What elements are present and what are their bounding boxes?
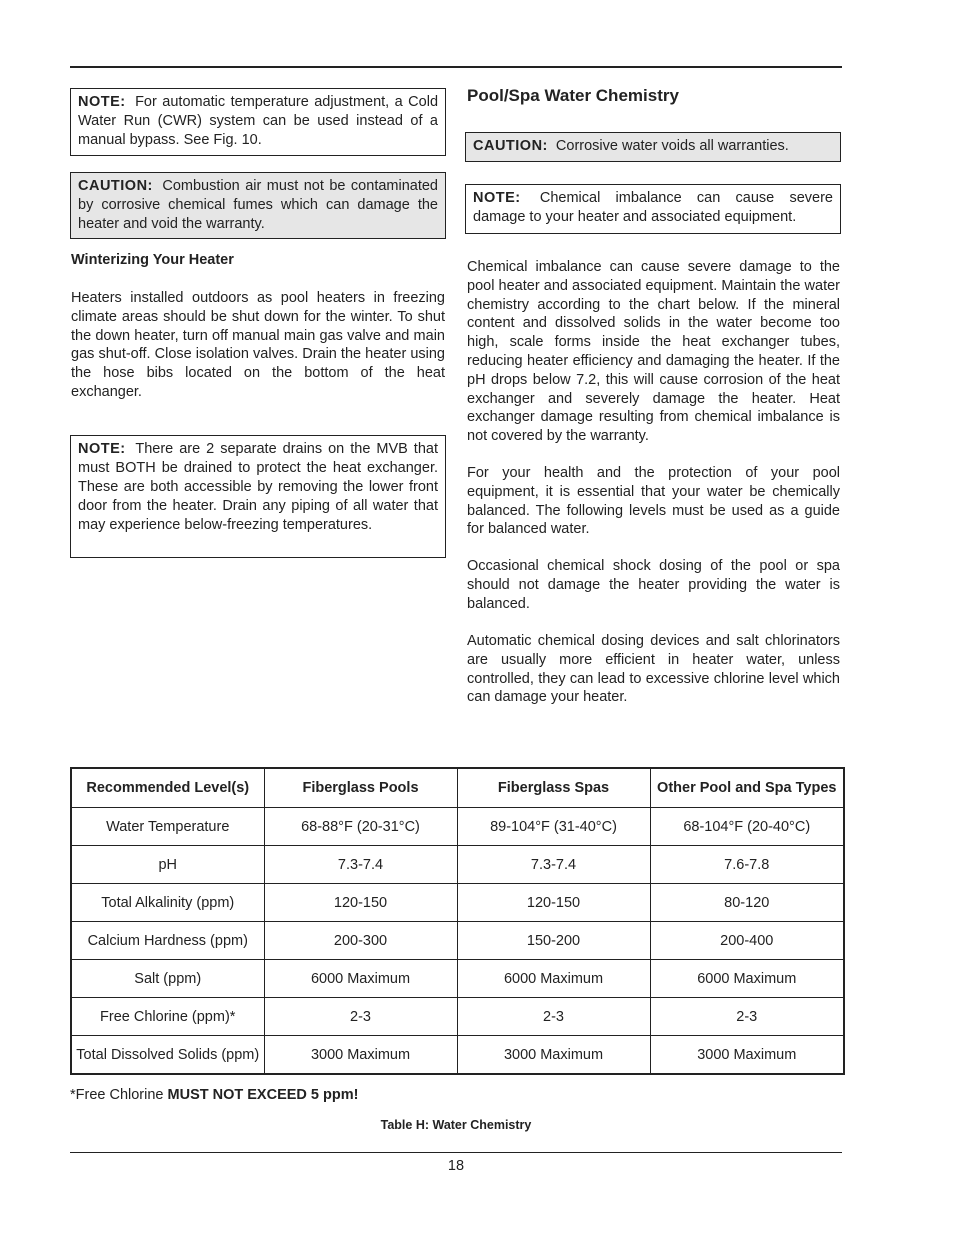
table-cell: pH xyxy=(71,846,264,884)
table-cell: 7.6-7.8 xyxy=(650,846,844,884)
table-cell: Free Chlorine (ppm)* xyxy=(71,998,264,1036)
table-header-cell: Fiberglass Spas xyxy=(457,768,650,808)
table-cell: 200-400 xyxy=(650,922,844,960)
table-cell: 80-120 xyxy=(650,884,844,922)
table-row xyxy=(71,960,844,998)
winterizing-heading: Winterizing Your Heater xyxy=(71,252,234,268)
table-cell: 68-104°F (20-40°C) xyxy=(650,808,844,846)
table-cell: 3000 Maximum xyxy=(650,1036,844,1075)
table-row xyxy=(71,998,844,1036)
table-row xyxy=(71,884,844,922)
footnote-prefix: *Free Chlorine xyxy=(70,1087,168,1103)
caution-combustion-box xyxy=(70,172,446,239)
table-cell: 6000 Maximum xyxy=(457,960,650,998)
table-cell: Calcium Hardness (ppm) xyxy=(71,922,264,960)
note-text: For automatic temperature adjustment, a Cold Water Run (CWR) system can be used instead of a manual bypass. See Fig. 10. xyxy=(78,94,439,148)
note-drains-box xyxy=(70,435,446,558)
table-row xyxy=(71,846,844,884)
caution-text: Corrosive water voids all warranties. xyxy=(555,138,789,154)
winterizing-text: Heaters installed outdoors as pool heaters in freezing climate areas should be shut down for the winter. To shut the down heater, turn off manual main gas valve and main gas shut-off. Close isolation valves. Drain the heater using the hose bibs located on the bottom of the heat exchanger. xyxy=(71,290,445,400)
table-cell: 68-88°F (20-31°C) xyxy=(264,808,457,846)
table-cell: Salt (ppm) xyxy=(71,960,264,998)
table-cell: Total Dissolved Solids (ppm) xyxy=(71,1036,264,1075)
table-cell: 6000 Maximum xyxy=(264,960,457,998)
caution-label: CAUTION: xyxy=(473,138,548,154)
paragraph-shock-dosing: Occasional chemical shock dosing of the pool or spa should not damage the heater providing the water is balanced. xyxy=(467,558,840,612)
table-caption: Table H: Water Chemistry xyxy=(380,1118,532,1132)
note-label: NOTE: xyxy=(473,190,521,206)
table-cell: 2-3 xyxy=(650,998,844,1036)
paragraph-health: For your health and the protection of your pool equipment, it is essential that your water be chemically balanced. The following levels must be used as a guide for balanced water. xyxy=(467,465,840,538)
table-cell: 7.3-7.4 xyxy=(264,846,457,884)
table-cell: 2-3 xyxy=(457,998,650,1036)
table-cell: 200-300 xyxy=(264,922,457,960)
table-cell: 3000 Maximum xyxy=(457,1036,650,1075)
note-label: NOTE: xyxy=(78,441,126,457)
note-text: There are 2 separate drains on the MVB that must BOTH be drained to protect the heat exchanger. These are both accessible by removing the lower front door from the heater. Drain any piping of all water that may experience below-freezing temperatures. xyxy=(78,441,438,533)
paragraph-automatic-dosing: Automatic chemical dosing devices and salt chlorinators are usually more efficient in heater water, unless controlled, they can lead to excessive chlorine level which can damage your heater. xyxy=(467,633,840,706)
table-cell: 6000 Maximum xyxy=(650,960,844,998)
table-cell: 3000 Maximum xyxy=(264,1036,457,1075)
section-heading: Pool/Spa Water Chemistry xyxy=(467,86,679,105)
note-chemical-box xyxy=(465,184,841,234)
table-footnote xyxy=(70,1087,358,1103)
caution-label: CAUTION: xyxy=(78,178,153,194)
bottom-rule xyxy=(70,1152,842,1153)
page-number: 18 xyxy=(447,1158,465,1174)
table-cell: 150-200 xyxy=(457,922,650,960)
table-header-cell: Fiberglass Pools xyxy=(264,768,457,808)
water-chemistry-table xyxy=(70,767,845,1075)
table-cell: Water Temperature xyxy=(71,808,264,846)
table-row xyxy=(71,922,844,960)
paragraph-chemical-imbalance: Chemical imbalance can cause severe damage to the pool heater and associated equipment. Maintain the water chemistry according to the chart below. If the mineral content and dissolved solids in the water become too high, scale forms inside the heat exchanger tubes, reducing heater efficiency and damaging the heater. If the pH drops below 7.2, this will cause corrosion of the heat exchanger and severely damage the heater. Heat exchanger damage resulting from chemical imbalance is not covered by the warranty. xyxy=(467,259,840,445)
table-row xyxy=(71,808,844,846)
note-label: NOTE: xyxy=(78,94,126,110)
table-cell: 2-3 xyxy=(264,998,457,1036)
table-cell: 89-104°F (31-40°C) xyxy=(457,808,650,846)
table-header-row xyxy=(71,768,844,808)
top-rule xyxy=(70,66,842,68)
caution-text: Combustion air must not be contaminated by corrosive chemical fumes which can damage the heater and void the warranty. xyxy=(78,178,438,232)
note-text: Chemical imbalance can cause severe damage to your heater and associated equipment. xyxy=(473,190,833,225)
table-header-cell: Recommended Level(s) xyxy=(71,768,264,808)
table-row xyxy=(71,1036,844,1075)
caution-corrosive-box xyxy=(465,132,841,162)
table-cell: 120-150 xyxy=(264,884,457,922)
note-cwr-box xyxy=(70,88,446,156)
table-header-cell: Other Pool and Spa Types xyxy=(650,768,844,808)
table-cell: 120-150 xyxy=(457,884,650,922)
footnote-warning: MUST NOT EXCEED 5 ppm! xyxy=(167,1087,359,1103)
table-cell: 7.3-7.4 xyxy=(457,846,650,884)
table-cell: Total Alkalinity (ppm) xyxy=(71,884,264,922)
